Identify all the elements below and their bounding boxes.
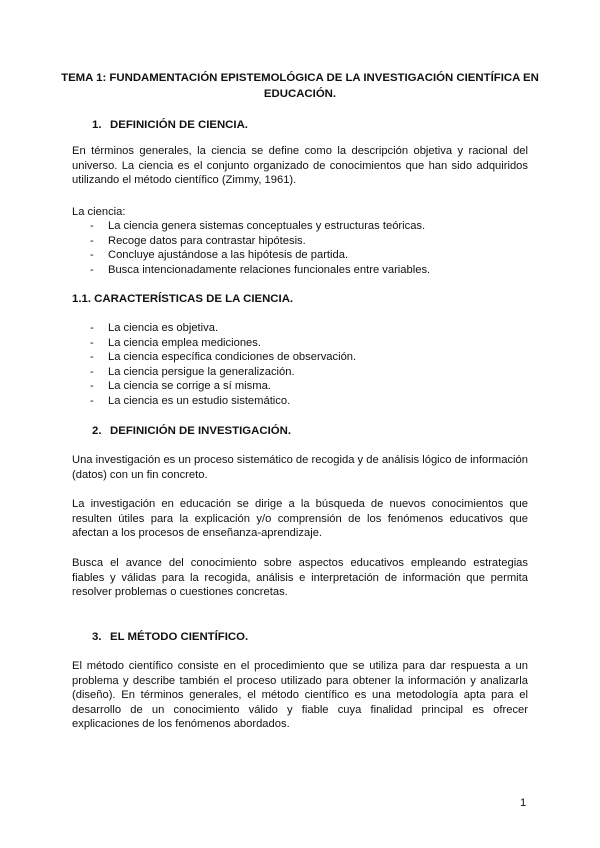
list-dash: - [90,234,94,247]
list-dash: - [90,351,94,364]
section-1-paragraph: En términos generales, la ciencia se define como la descripción objetiva y racional del universo. La ciencia es el conjunto organizado de conocimientos que han sido adquiridos utilizando el método científico (Zimmy, 1961). [72,145,528,187]
document-title: TEMA 1: FUNDAMENTACIÓN EPISTEMOLÓGICA DE LA INVESTIGACIÓN CIENTÍFICA EN EDUCACIÓN. [61,72,539,100]
section-3-title: EL MÉTODO CIENTÍFICO. [110,631,249,643]
section-3-heading [72,630,248,645]
list-item-text: La ciencia emplea mediciones. [108,336,261,349]
list-item [72,263,528,278]
list-dash: - [90,336,94,349]
list-item-text: La ciencia es objetiva. [108,322,219,334]
list-dash: - [90,380,94,393]
list-item-text: La ciencia genera sistemas conceptuales y estructuras teóricas. [108,220,426,232]
section-3-number: 3. [92,631,102,643]
section-1-title: DEFINICIÓN DE CIENCIA. [110,119,248,131]
list-item [72,379,528,394]
section-2-paragraph-3: Busca el avance del conocimiento sobre aspectos educativos empleando estrategias fiables y válidas para la recogida, análisis e interpretación de información que permita resolver problemas o cuestiones concretas. [72,557,528,599]
list-item-text: Recoge datos para contrastar hipótesis. [108,234,306,247]
list-item [72,248,528,263]
list-dash: - [90,322,94,334]
section-1-1-heading: 1.1. CARACTERÍSTICAS DE LA CIENCIA. [72,293,294,305]
section-1-list [72,219,528,277]
list-item-text: La ciencia es un estudio sistemático. [108,394,291,407]
list-item-text: La ciencia persigue la generalización. [108,365,295,378]
section-1-number: 1. [92,119,102,131]
list-dash: - [90,394,94,407]
section-3-paragraph: El método científico consiste en el procedimiento que se utiliza para dar respuesta a un problema y describe también el proceso utilizado para obtener la información y analizarla (diseño). En términos generales, el método científico es una metodología apta para el desarrollo de un conocimiento válido y fiable cuya finalidad principal es ofrecer explicaciones de los fenómenos abordados. [72,660,528,731]
list-dash: - [90,263,94,276]
list-dash: - [90,220,94,232]
list-item [72,365,528,380]
section-2-paragraph-1: Una investigación es un proceso sistemático de recogida y de análisis lógico de información (datos) con un fin concreto. [72,454,528,481]
section-2-title: DEFINICIÓN DE INVESTIGACIÓN. [110,425,291,437]
section-1-heading [72,118,248,133]
list-item [72,336,528,351]
list-dash: - [90,365,94,378]
list-item-text: Concluye ajustándose a las hipótesis de partida. [108,249,349,262]
list-item [72,234,528,249]
section-2-number: 2. [92,425,102,437]
list-item [72,394,528,409]
list-item-text: La ciencia se corrige a sí misma. [108,380,271,393]
page-number: 1 [520,797,527,809]
list-item [72,219,528,234]
list-item [72,321,528,336]
section-2-heading [72,424,291,439]
section-1-list-intro: La ciencia: [72,206,126,218]
section-2-paragraph-2: La investigación en educación se dirige a la búsqueda de nuevos conocimientos que resulten útiles para la explicación y/o comprensión de los fenómenos educativos que afectan a los procesos de enseñanza-aprendizaje. [72,498,528,540]
list-item [72,350,528,365]
list-item-text: Busca intencionadamente relaciones funcionales entre variables. [108,263,431,276]
list-dash: - [90,249,94,262]
list-item-text: La ciencia específica condiciones de observación. [108,351,357,364]
section-1-1-list [72,321,528,409]
